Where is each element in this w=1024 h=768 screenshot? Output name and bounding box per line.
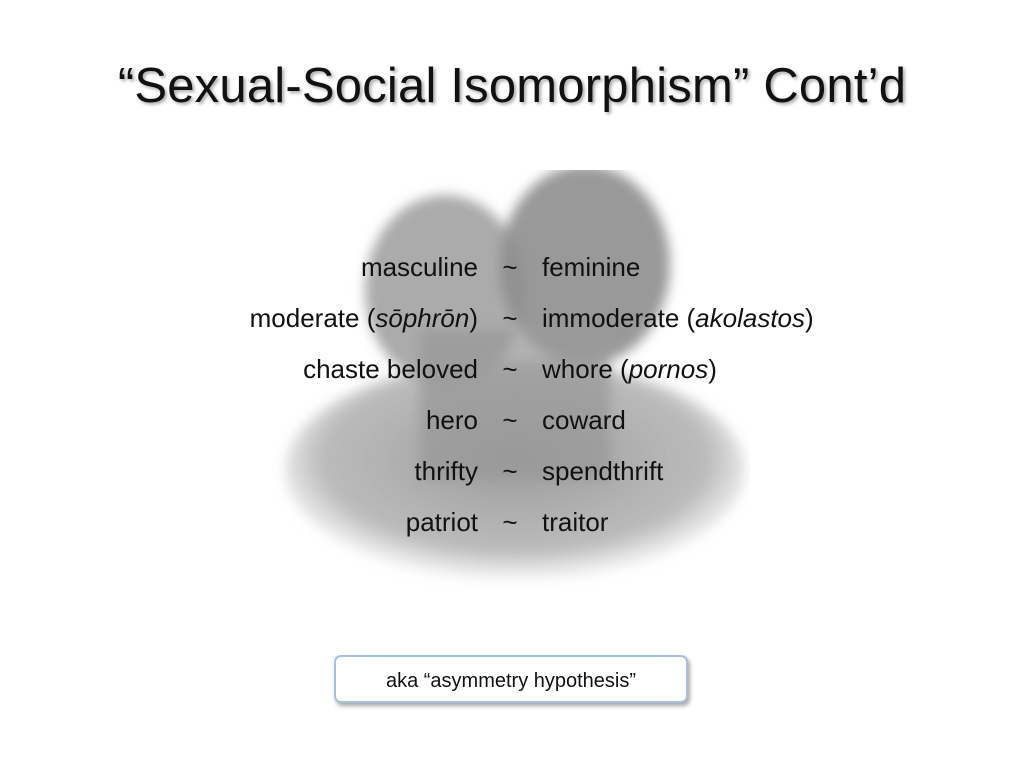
left-term: chaste beloved [303, 354, 478, 384]
opposition-row [0, 446, 1024, 497]
opposition-row [0, 242, 1024, 293]
right-term: spendthrift [542, 456, 664, 486]
tilde-separator: ~ [502, 303, 518, 333]
opposition-row [0, 395, 1024, 446]
right-term: traitor [542, 507, 609, 537]
right-term: feminine [542, 252, 641, 282]
left-term: moderate (sōphrōn) [249, 303, 478, 333]
greek-term: sōphrōn [375, 303, 470, 333]
callout-box: aka “asymmetry hypothesis” [334, 655, 688, 703]
tilde-separator: ~ [502, 405, 518, 435]
opposition-row [0, 344, 1024, 395]
tilde-separator: ~ [502, 456, 518, 486]
opposition-list [0, 242, 1024, 548]
left-term: masculine [360, 252, 478, 282]
left-term: patriot [405, 507, 478, 537]
left-term: hero [425, 405, 478, 435]
right-term: coward [542, 405, 626, 435]
slide-title: “Sexual-Social Isomorphism” Cont’d [117, 59, 907, 113]
tilde-separator: ~ [502, 507, 518, 537]
tilde-separator: ~ [502, 252, 518, 282]
left-term: thrifty [414, 456, 478, 486]
opposition-row [0, 293, 1024, 344]
opposition-row [0, 497, 1024, 548]
tilde-separator: ~ [502, 354, 518, 384]
greek-term: akolastos [695, 303, 806, 333]
right-term: immoderate (akolastos) [542, 303, 814, 333]
right-term: whore (pornos) [542, 354, 717, 384]
greek-term: pornos [628, 354, 709, 384]
